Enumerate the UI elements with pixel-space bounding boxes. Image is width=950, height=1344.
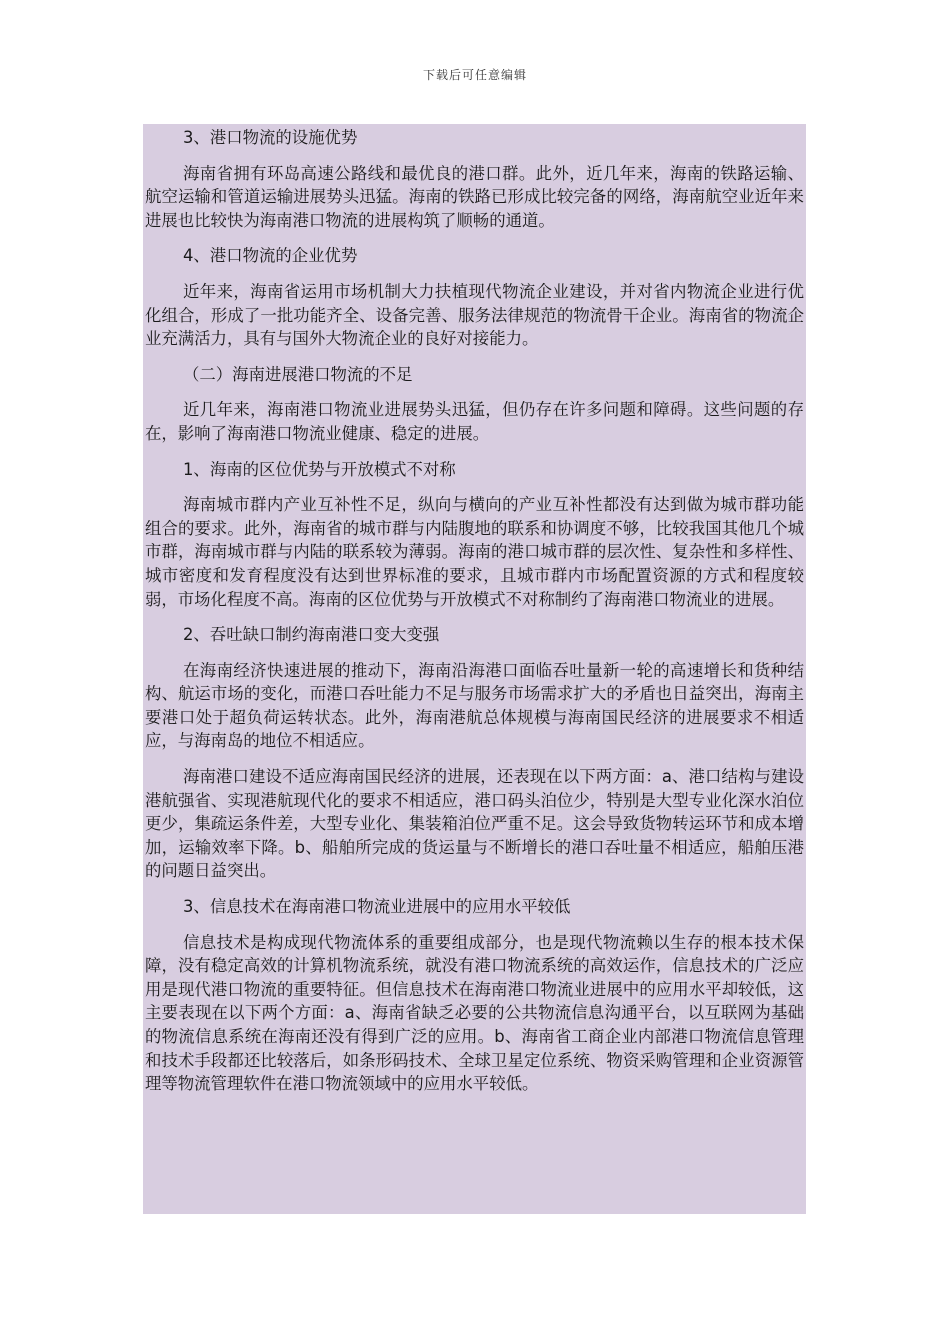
paragraph-shortcomings: 近几年来，海南港口物流业进展势头迅猛，但仍存在许多问题和障碍。这些问题的存在，影响了海南港口物流业健康、稳定的进展。 — [145, 400, 804, 443]
section-heading-facility: 3、港口物流的设施优势 — [183, 128, 358, 147]
section-heading-throughput: 2、吞吐缺口制约海南港口变大变强 — [183, 625, 440, 645]
paragraph-throughput: 在海南经济快速进展的推动下，海南沿海港口面临吞吐量新一轮的高速增长和货种结构、航运市场的变化，而港口吞吐能力不足与服务市场需求扩大的矛盾也日益突出，海南主要港口处于超负荷运转状态。此外，海南港航总体规模与海南国民经济的进展要求不相适应，与海南岛的地位不相适应。 — [145, 660, 804, 751]
document-body — [143, 124, 806, 1214]
section-heading-it: 3、信息技术在海南港口物流业进展中的应用水平较低 — [183, 897, 571, 917]
page-header: 下载后可任意编辑 — [422, 68, 527, 82]
section-heading-location: 1、海南的区位优势与开放模式不对称 — [183, 459, 456, 479]
paragraph-location: 海南城市群内产业互补性不足，纵向与横向的产业互补性都没有达到做为城市群功能组合的要求。此外，海南省的城市群与内陆腹地的联系和协调度不够，比较我国其他几个城市群，海南城市群与内陆的联系较为薄弱。海南的港口城市群的层次性、复杂性和多样性、城市密度和发育程度没有达到世界标准的要求，且城市群内市场配置资源的方式和程度较弱，市场化程度不高。海南的区位优势与开放模式不对称制约了海南港口物流业的进展。 — [145, 495, 804, 609]
section-heading-shortcomings: （二）海南进展港口物流的不足 — [183, 364, 413, 384]
section-heading-enterprise: 4、港口物流的企业优势 — [183, 246, 358, 266]
paragraph-it: 信息技术是构成现代物流体系的重要组成部分，也是现代物流赖以生存的根本技术保障，没有稳定高效的计算机物流系统，就没有港口物流系统的高效运作，信息技术的广泛应用是现代港口物流的重要特征。但信息技术在海南港口物流业进展中的应用水平却较低，这主要表现在以下两个方面：a、海南省缺乏必要的公共物流信息沟通平台，以互联网为基础的物流信息系统在海南还没有得到广泛的应用。b、海南省工商企业内部港口物流信息管理和技术手段都还比较落后，如条形码技术、全球卫星定位系统、物资采购管理和企业资源管理等物流管理软件在港口物流领域中的应用水平较低。 — [145, 932, 804, 1094]
paragraph-enterprise: 近年来，海南省运用市场机制大力扶植现代物流企业建设，并对省内物流企业进行优化组合，形成了一批功能齐全、设备完善、服务法律规范的物流骨干企业。海南省的物流企业充满活力，具有与国外大物流企业的良好对接能力。 — [145, 281, 804, 349]
paragraph-facility: 海南省拥有环岛高速公路线和最优良的港口群。此外，近几年来，海南的铁路运输、航空运输和管道运输进展势头迅猛。海南的铁路已形成比较完备的网络，海南航空业近年来进展也比较快为海南港口物流的进展构筑了顺畅的通道。 — [145, 163, 804, 230]
paragraph-port-construction: 海南港口建设不适应海南国民经济的进展，还表现在以下两方面：a、港口结构与建设港航强省、实现港航现代化的要求不相适应，港口码头泊位少，特别是大型专业化深水泊位更少，集疏运条件差，大型专业化、集装箱泊位严重不足。这会导致货物转运环节和成本增加，运输效率下降。b、船舶所完成的货运量与不断增长的港口吞吐量不相适应，船舶压港的问题日益突出。 — [145, 767, 804, 881]
